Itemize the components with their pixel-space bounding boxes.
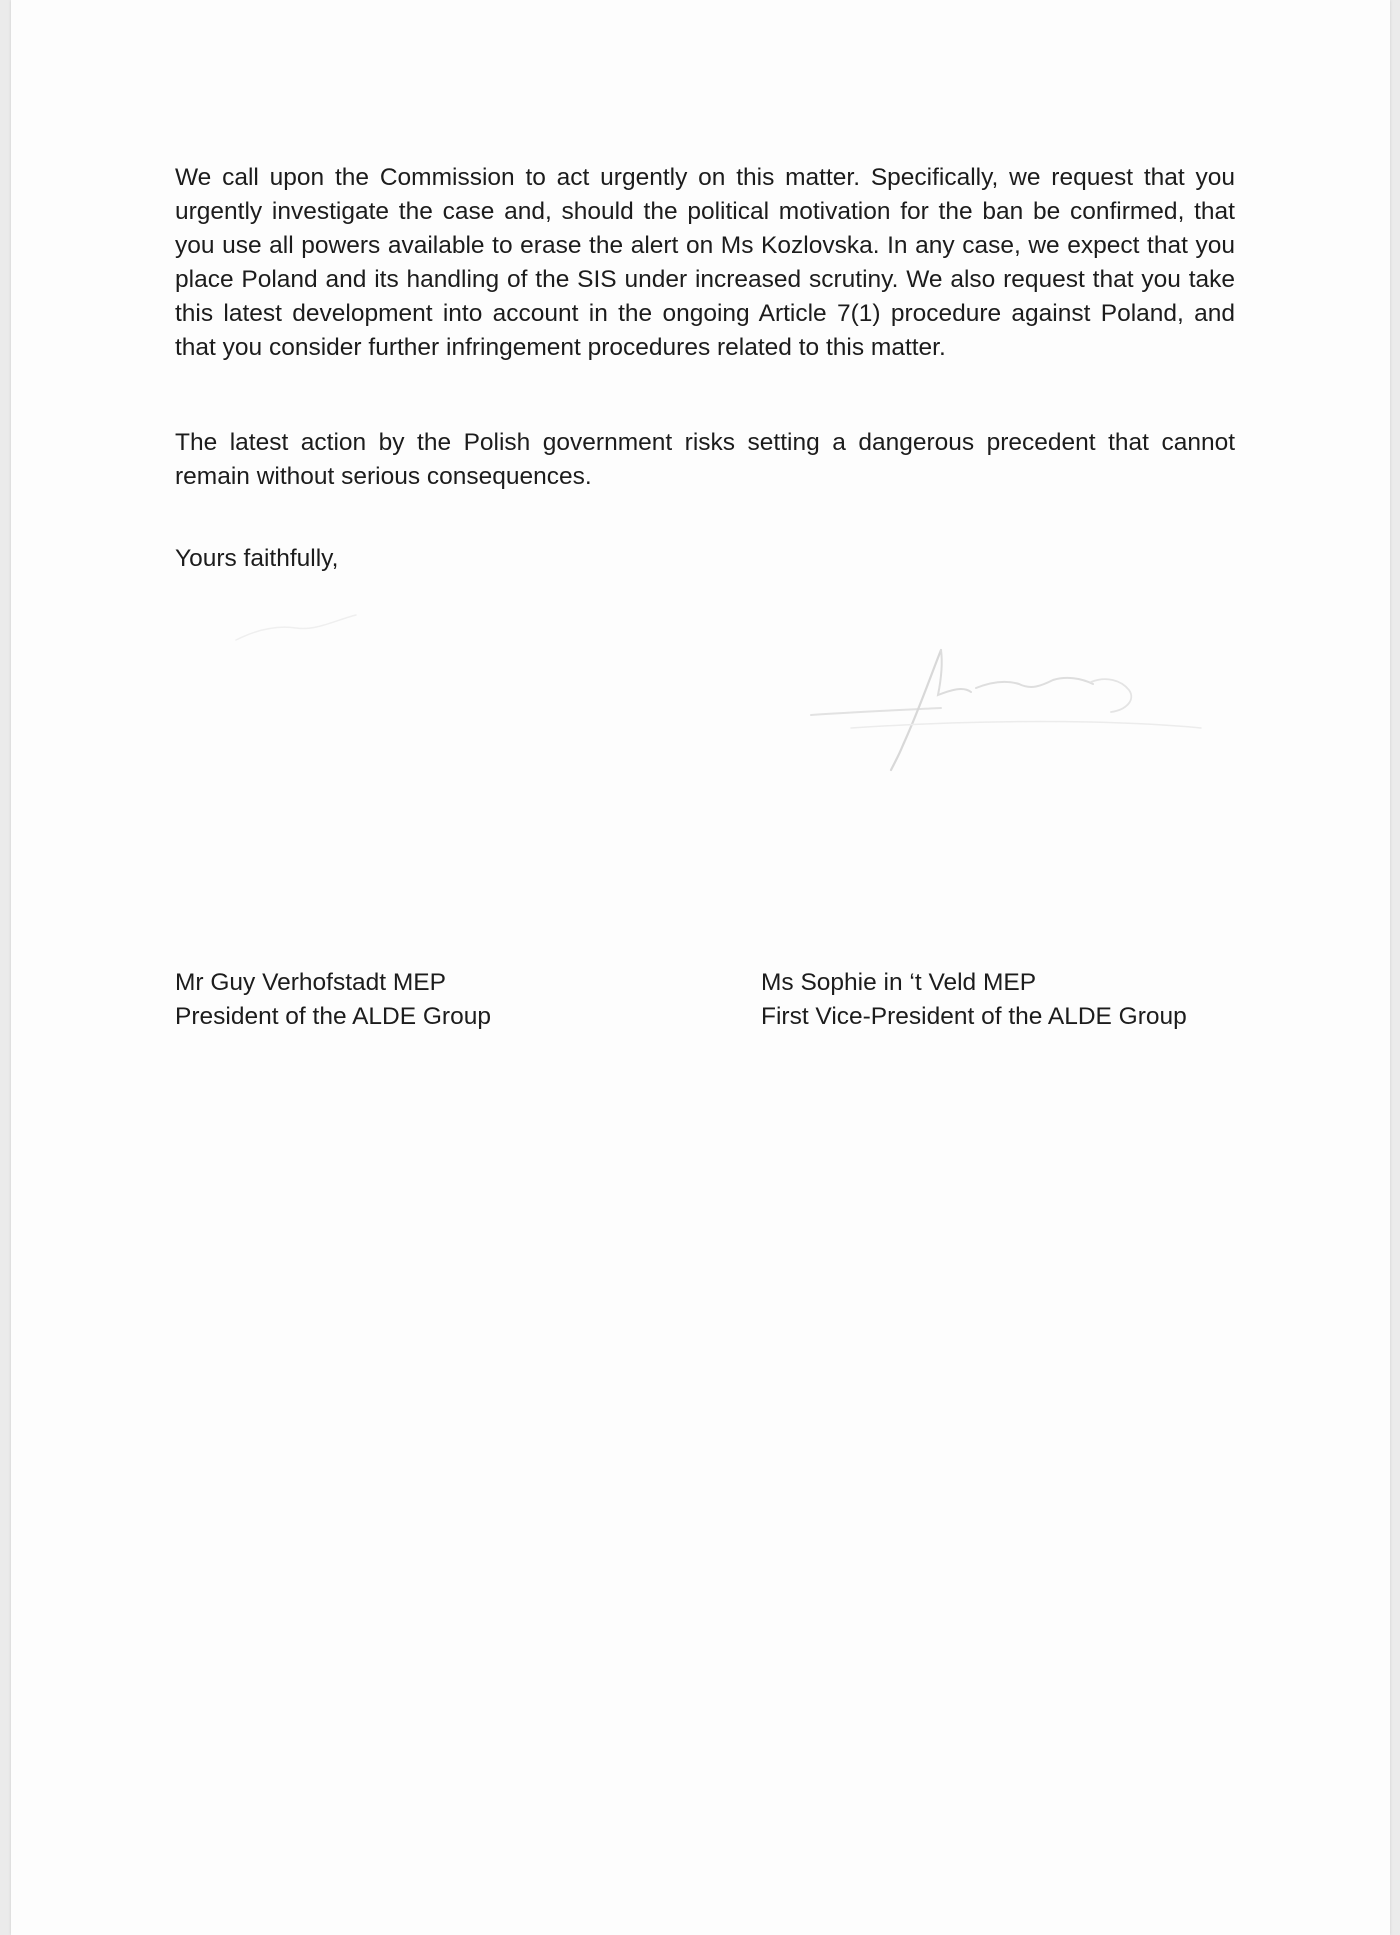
signatory-block-in-t-veld bbox=[761, 966, 1187, 1034]
signatory-block-verhofstadt bbox=[175, 966, 491, 1034]
document-page bbox=[11, 0, 1390, 1935]
body-paragraph-request: We call upon the Commission to act urgently on this matter. Specifically, we request that you urgently investigate the case and, should the political motivation for the ban be confirmed, that you use all powers available to erase the alert on Ms Kozlovska. In any case, we expect that you place Poland and its handling of the SIS under increased scrutiny. We also request that you take this latest development into account in the ongoing Article 7(1) procedure against Poland, and that you consider further infringement procedures related to this matter. bbox=[175, 164, 1235, 361]
signatory-name: Mr Guy Verhofstadt MEP bbox=[175, 969, 446, 996]
handwritten-signature bbox=[791, 620, 1211, 790]
closing-salutation: Yours faithfully, bbox=[175, 545, 339, 572]
faint-signature-left bbox=[226, 600, 386, 660]
signatory-name: Ms Sophie in ‘t Veld MEP bbox=[761, 969, 1037, 996]
signatory-title: First Vice-President of the ALDE Group bbox=[761, 1003, 1187, 1030]
body-paragraph-precedent: The latest action by the Polish government risks setting a dangerous precedent that cannot remain without serious consequences. bbox=[175, 429, 1235, 490]
signatory-title: President of the ALDE Group bbox=[175, 1003, 491, 1030]
